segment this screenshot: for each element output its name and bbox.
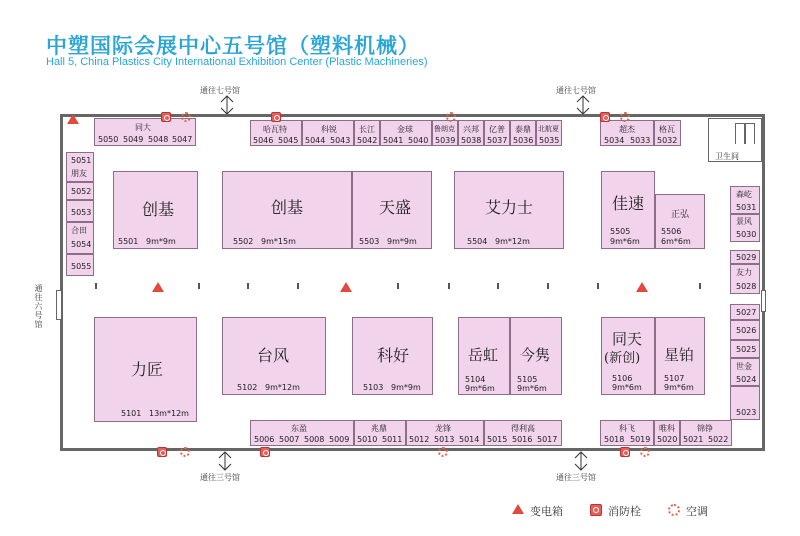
pillar <box>497 283 499 289</box>
booth-number: 5022 <box>708 435 729 444</box>
pillar <box>198 283 200 289</box>
entrance-label: 通往七号馆 <box>556 86 596 95</box>
booth-5039[interactable] <box>432 120 458 146</box>
booth-number: 5503 <box>359 237 380 246</box>
booth-number: 5031 <box>736 203 757 212</box>
page-subtitle: Hall 5, China Plastics City International Exhibition Center (Plastic Machineries) <box>46 56 428 68</box>
booth-size: 9m*12m <box>495 237 530 246</box>
booth-5102[interactable] <box>222 317 326 395</box>
booth-5028[interactable] <box>730 264 760 294</box>
booth-number: 5054 <box>71 240 92 249</box>
booth-number: 5043 <box>330 136 351 145</box>
booth-number: 5050 <box>98 135 119 144</box>
booth-number: 5041 <box>383 136 404 145</box>
booth-number: 5044 <box>305 136 326 145</box>
booth-number: 5029 <box>736 253 757 262</box>
booth-5053[interactable] <box>66 200 94 222</box>
booth-name: 哈瓦特 <box>263 125 287 134</box>
booth-name: 泰鼎 <box>515 125 531 134</box>
booth-number: 5017 <box>537 435 558 444</box>
booth-number: 5010 <box>357 435 378 444</box>
booth-name: 天盛 <box>379 198 412 217</box>
booth-number: 5506 <box>661 227 682 236</box>
booth-group-hawate[interactable] <box>250 120 302 146</box>
booth-name: 锦铮 <box>697 424 713 433</box>
restroom <box>708 118 762 162</box>
booth-number: 5009 <box>329 435 350 444</box>
pillar <box>297 283 299 289</box>
booth-changjiang[interactable] <box>354 120 380 146</box>
booth-name: (新创) <box>604 351 641 366</box>
booth-number: 5037 <box>487 136 508 145</box>
entrance-label: 通往七号馆 <box>200 86 240 95</box>
booth-number: 5035 <box>539 136 560 145</box>
booth-number: 5053 <box>71 208 92 217</box>
transformer-icon <box>67 114 79 124</box>
booth-5054[interactable] <box>66 222 94 254</box>
booth-name: 岳虹 <box>468 346 499 364</box>
booth-name: 朋友 <box>71 169 87 178</box>
booth-5023[interactable] <box>730 386 760 420</box>
booth-5026[interactable] <box>730 320 760 340</box>
pillar <box>547 283 549 289</box>
booth-5031[interactable] <box>730 186 760 214</box>
booth-name: 友力 <box>736 268 752 277</box>
booth-5104[interactable] <box>458 317 510 395</box>
booth-number: 5033 <box>630 136 651 145</box>
booth-number: 5034 <box>604 136 625 145</box>
booth-group-jinqiu[interactable] <box>380 120 432 146</box>
booth-name: 东盈 <box>291 424 307 433</box>
booth-name: 艾力士 <box>485 198 534 217</box>
booth-name: 正弘 <box>671 210 690 220</box>
booth-5107[interactable] <box>655 317 705 395</box>
booth-size: 9m*12m <box>265 383 300 392</box>
booth-number: 5032 <box>657 136 678 145</box>
booth-5503[interactable] <box>352 171 432 249</box>
booth-5024[interactable] <box>730 358 760 386</box>
booth-name: 科飞 <box>619 424 635 433</box>
transformer-icon <box>152 282 164 292</box>
booth-5027[interactable] <box>730 304 760 320</box>
booth-number: 5101 <box>121 409 142 418</box>
booth-5502[interactable] <box>222 171 352 249</box>
booth-size: 6m*6m <box>661 237 691 246</box>
fire-hydrant-icon <box>590 504 602 516</box>
booth-number: 5007 <box>279 435 300 444</box>
booth-name: 得利高 <box>511 424 535 433</box>
booth-number: 5046 <box>253 136 274 145</box>
booth-5037[interactable] <box>484 120 510 146</box>
booth-number: 5102 <box>237 383 258 392</box>
double-arrow-icon <box>210 450 240 472</box>
double-arrow-icon <box>568 94 598 116</box>
booth-name: 亿普 <box>489 125 505 134</box>
booth-number: 5020 <box>657 435 678 444</box>
booth-number: 5103 <box>363 383 384 392</box>
booth-number: 5015 <box>487 435 508 444</box>
booth-name: 金球 <box>397 125 413 134</box>
booth-number: 5505 <box>610 227 631 236</box>
booth-number: 5501 <box>118 237 139 246</box>
transformer-icon <box>340 282 352 292</box>
air-conditioner-icon <box>438 447 448 457</box>
booth-number: 5047 <box>172 135 193 144</box>
pillar <box>95 283 97 289</box>
booth-5103[interactable] <box>352 317 433 395</box>
air-conditioner-icon <box>668 504 680 516</box>
booth-size: 9m*6m <box>612 383 642 392</box>
fire-hydrant-icon <box>161 112 171 122</box>
fire-hydrant-icon <box>620 447 630 457</box>
booth-5504[interactable] <box>454 171 564 249</box>
fire-hydrant-icon <box>260 447 270 457</box>
booth-size: 13m*12m <box>149 409 189 418</box>
booth-number: 5042 <box>357 136 378 145</box>
booth-name: 佳速 <box>612 194 645 213</box>
booth-5035[interactable] <box>536 120 562 146</box>
booth-5051[interactable] <box>66 152 94 182</box>
booth-5038[interactable] <box>458 120 484 146</box>
booth-number: 5048 <box>148 135 169 144</box>
booth-5025[interactable] <box>730 340 760 358</box>
booth-5030[interactable] <box>730 214 760 242</box>
booth-name: 超杰 <box>619 125 635 134</box>
booth-size: 9m*6m <box>664 383 694 392</box>
transformer-icon <box>636 282 648 292</box>
booth-name: 龙锋 <box>435 424 451 433</box>
booth-5105[interactable] <box>510 317 562 395</box>
fire-hydrant-icon <box>600 112 610 122</box>
booth-5505[interactable] <box>601 171 655 249</box>
booth-5101[interactable] <box>94 317 197 422</box>
booth-group-kefei[interactable] <box>600 420 654 446</box>
booth-group-longfeng[interactable] <box>406 420 484 446</box>
entrance-label: 通往六号馆 <box>34 284 43 329</box>
booth-number: 5504 <box>467 237 488 246</box>
booth-number: 5105 <box>517 375 538 384</box>
booth-number: 5012 <box>409 435 430 444</box>
air-conditioner-icon <box>181 112 191 122</box>
booth-number: 5106 <box>612 374 633 383</box>
fire-hydrant-icon <box>271 112 281 122</box>
legend-ac: 空调 <box>686 505 708 518</box>
booth-5055[interactable] <box>66 254 94 276</box>
booth-5506[interactable] <box>655 194 705 249</box>
booth-group-chaojie[interactable] <box>600 120 654 146</box>
booth-number: 5019 <box>630 435 651 444</box>
booth-number: 5104 <box>465 375 486 384</box>
booth-number: 5016 <box>512 435 533 444</box>
booth-name: 合田 <box>71 226 87 235</box>
entrance-label: 通往三号馆 <box>556 473 596 482</box>
booth-number: 5011 <box>382 435 403 444</box>
booth-number: 5023 <box>736 408 757 417</box>
air-conditioner-icon <box>180 447 190 457</box>
booth-group-mingjing[interactable] <box>680 420 732 446</box>
booth-number: 5026 <box>736 326 757 335</box>
booth-5106[interactable] <box>601 317 655 395</box>
booth-name: 格瓦 <box>659 125 675 134</box>
booth-name: 星铂 <box>664 346 695 364</box>
booth-name: 台风 <box>257 346 290 365</box>
double-arrow-icon <box>566 450 596 472</box>
booth-5032[interactable] <box>654 120 681 146</box>
booth-number: 5051 <box>71 156 92 165</box>
booth-5020[interactable] <box>654 420 680 446</box>
legend-transformer: 变电箱 <box>530 505 563 518</box>
legend-hydrant: 消防栓 <box>608 505 641 518</box>
booth-number: 5014 <box>459 435 480 444</box>
booth-number: 5045 <box>278 136 299 145</box>
booth-5501[interactable] <box>113 171 198 249</box>
booth-number: 5027 <box>736 308 757 317</box>
booth-size: 9m*15m <box>261 237 296 246</box>
booth-name: 鲁朗克 <box>434 125 455 133</box>
booth-number: 5038 <box>461 136 482 145</box>
side-gate <box>761 290 766 312</box>
pillar <box>699 283 701 289</box>
booth-name: 力匠 <box>131 360 164 379</box>
booth-group-deliguo[interactable] <box>484 420 562 446</box>
booth-number: 5107 <box>664 374 685 383</box>
booth-name: 科好 <box>377 346 410 365</box>
booth-size: 9m*9m <box>391 383 421 392</box>
booth-number: 5025 <box>736 345 757 354</box>
booth-number: 5013 <box>434 435 455 444</box>
booth-name: 创基 <box>271 198 304 217</box>
booth-5036[interactable] <box>510 120 536 146</box>
transformer-icon <box>512 504 524 514</box>
booth-name: 北航夏 <box>538 125 559 133</box>
booth-name: 同大 <box>135 123 151 132</box>
booth-size: 9m*9m <box>146 237 176 246</box>
booth-group-tongda[interactable] <box>94 118 196 146</box>
pillar <box>597 283 599 289</box>
booth-name: 创基 <box>142 200 175 219</box>
booth-number: 5036 <box>513 136 534 145</box>
booth-name: 景风 <box>736 217 752 226</box>
booth-name: 唯科 <box>659 424 675 433</box>
entrance-label: 通往三号馆 <box>200 473 240 482</box>
booth-number: 5040 <box>408 136 429 145</box>
restroom-label: 卫生间 <box>715 152 739 161</box>
booth-number: 5024 <box>736 375 757 384</box>
booth-size: 9m*9m <box>387 237 417 246</box>
booth-number: 5028 <box>736 282 757 291</box>
booth-number: 5030 <box>736 230 757 239</box>
air-conditioner-icon <box>640 447 650 457</box>
booth-name: 长江 <box>359 125 375 134</box>
booth-name: 同天 <box>612 330 643 348</box>
booth-name: 科锐 <box>321 125 337 134</box>
booth-number: 5021 <box>683 435 704 444</box>
booth-5029[interactable] <box>730 250 760 264</box>
booth-group-dongsheng[interactable] <box>250 420 354 446</box>
page-title: 中塑国际会展中心五号馆（塑料机械） <box>46 34 420 58</box>
booth-size: 9m*6m <box>465 384 495 393</box>
booth-name: 兴邦 <box>463 125 479 134</box>
pillar <box>448 283 450 289</box>
booth-5052[interactable] <box>66 182 94 200</box>
pillar <box>397 283 399 289</box>
booth-number: 5039 <box>435 136 456 145</box>
booth-name: 兆鼎 <box>371 424 387 433</box>
pillar <box>247 283 249 289</box>
booth-number: 5049 <box>123 135 144 144</box>
booth-name: 世金 <box>736 362 752 371</box>
booth-number: 5052 <box>71 187 92 196</box>
booth-number: 5502 <box>233 237 254 246</box>
booth-group-zhaoding[interactable] <box>354 420 406 446</box>
booth-number: 5055 <box>71 262 92 271</box>
booth-group-kerui[interactable] <box>302 120 354 146</box>
double-arrow-icon <box>212 94 242 116</box>
booth-name: 今隽 <box>520 346 551 364</box>
booth-number: 5018 <box>604 435 625 444</box>
air-conditioner-icon <box>446 112 456 122</box>
air-conditioner-icon <box>620 112 630 122</box>
booth-number: 5008 <box>304 435 325 444</box>
booth-number: 5006 <box>254 435 275 444</box>
fire-hydrant-icon <box>157 447 167 457</box>
booth-name: 森屹 <box>736 190 752 199</box>
booth-size: 9m*6m <box>610 237 640 246</box>
booth-size: 9m*6m <box>517 384 547 393</box>
